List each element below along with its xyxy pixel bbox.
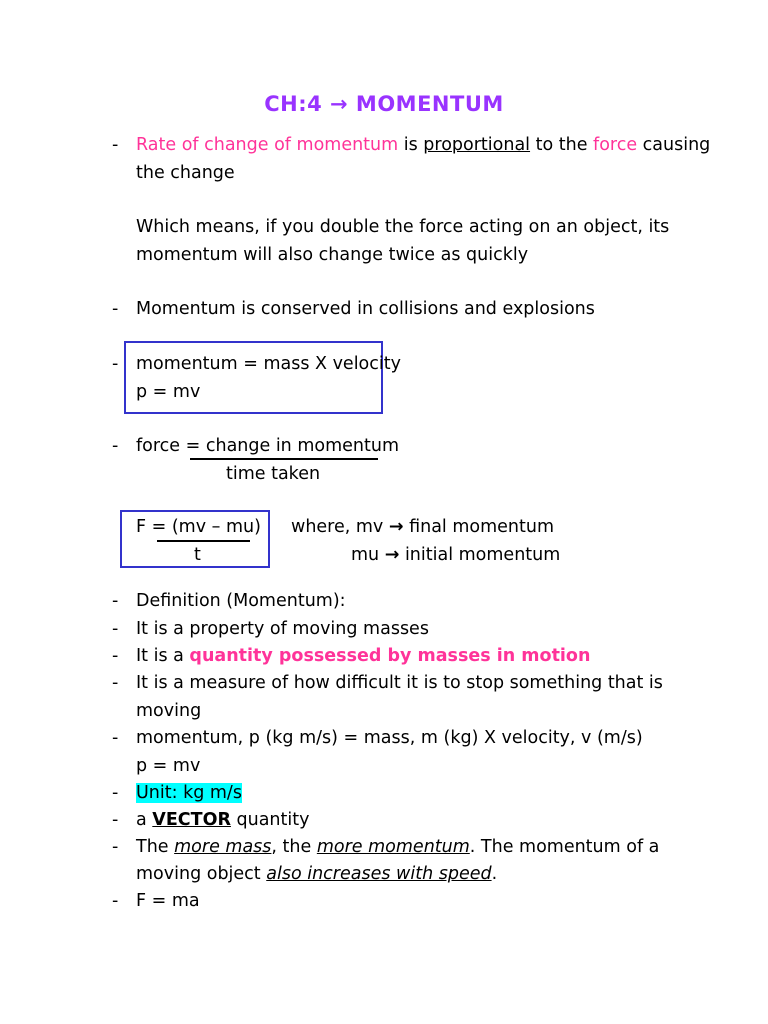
text-span: force = [136,436,206,456]
formula-line: p = mv [136,382,201,402]
formula-line: F = (mv – mu) [136,517,261,537]
text-line: momentum will also change twice as quickly [136,245,529,265]
text-span: moving object [136,864,267,884]
text-span: The [136,837,175,857]
emphasis-phrase: also increases with speed [266,864,492,884]
text-line [136,835,659,859]
numerator: change in momentum [205,436,400,456]
bullet-dash: - [112,837,119,857]
bullet-dash: - [112,591,119,611]
text-line: Momentum is conserved in collisions and explosions [136,299,595,319]
underlined-word: proportional [423,135,531,155]
bullet-dash: - [112,436,119,456]
formula-note [291,515,554,539]
bullet-dash: - [112,646,119,666]
text-span: It is a [136,646,190,666]
text-line: the change [136,163,235,183]
text-span: to the [530,135,594,155]
bullet-dash: - [112,619,119,639]
text-span: quantity [230,810,310,830]
highlight-phrase: Rate of change of momentum [136,135,399,155]
text-span: . [491,864,498,884]
emphasis-phrase: more momentum [316,837,470,857]
text-span: . The momentum of a [469,837,660,857]
text-line: It is a property of moving masses [136,619,429,639]
bullet-dash: - [112,891,119,911]
arrow-icon: → [384,545,400,565]
text-line [136,133,710,157]
text-span: final momentum [403,517,555,537]
text-line [136,808,309,832]
highlight-phrase: quantity possessed by masses in motion [189,646,591,666]
text-line [136,781,242,805]
denominator: time taken [226,464,321,484]
denominator: t [194,545,201,565]
bullet-dash: - [112,728,119,748]
text-span: , the [271,837,317,857]
emphasis-phrase: more mass [174,837,272,857]
text-line: Definition (Momentum): [136,591,346,611]
text-line: p = mv [136,756,201,776]
bullet-dash: - [112,810,119,830]
text-span: where, mv [291,517,389,537]
fraction-bar [190,458,378,460]
text-line: momentum, p (kg m/s) = mass, m (kg) X velocity, v (m/s) [136,728,643,748]
text-span: causing [637,135,711,155]
highlight-phrase: force [593,135,638,155]
text-line: It is a measure of how difficult it is to stop something that is [136,673,663,693]
bullet-dash: - [112,299,119,319]
formula-note [351,543,560,567]
text-line [136,862,497,886]
text-line: Which means, if you double the force acting on an object, its [136,217,670,237]
text-span: is [398,135,424,155]
page-title: CH:4 → MOMENTUM [264,92,504,116]
text-line [136,644,590,668]
text-span: a [136,810,153,830]
fraction-bar [157,540,250,542]
text-line: moving [136,701,202,721]
formula-line: momentum = mass X velocity [136,354,401,374]
bullet-dash: - [112,673,119,693]
text-span: mu [351,545,385,565]
formula-line [136,434,399,458]
arrow-icon: → [388,517,404,537]
bullet-dash: - [112,135,119,155]
text-line: F = ma [136,891,200,911]
bullet-dash: - [112,354,119,374]
text-span: initial momentum [399,545,561,565]
bullet-dash: - [112,783,119,803]
vector-word: VECTOR [152,810,231,830]
unit-highlight: Unit: kg m/s [136,783,242,803]
